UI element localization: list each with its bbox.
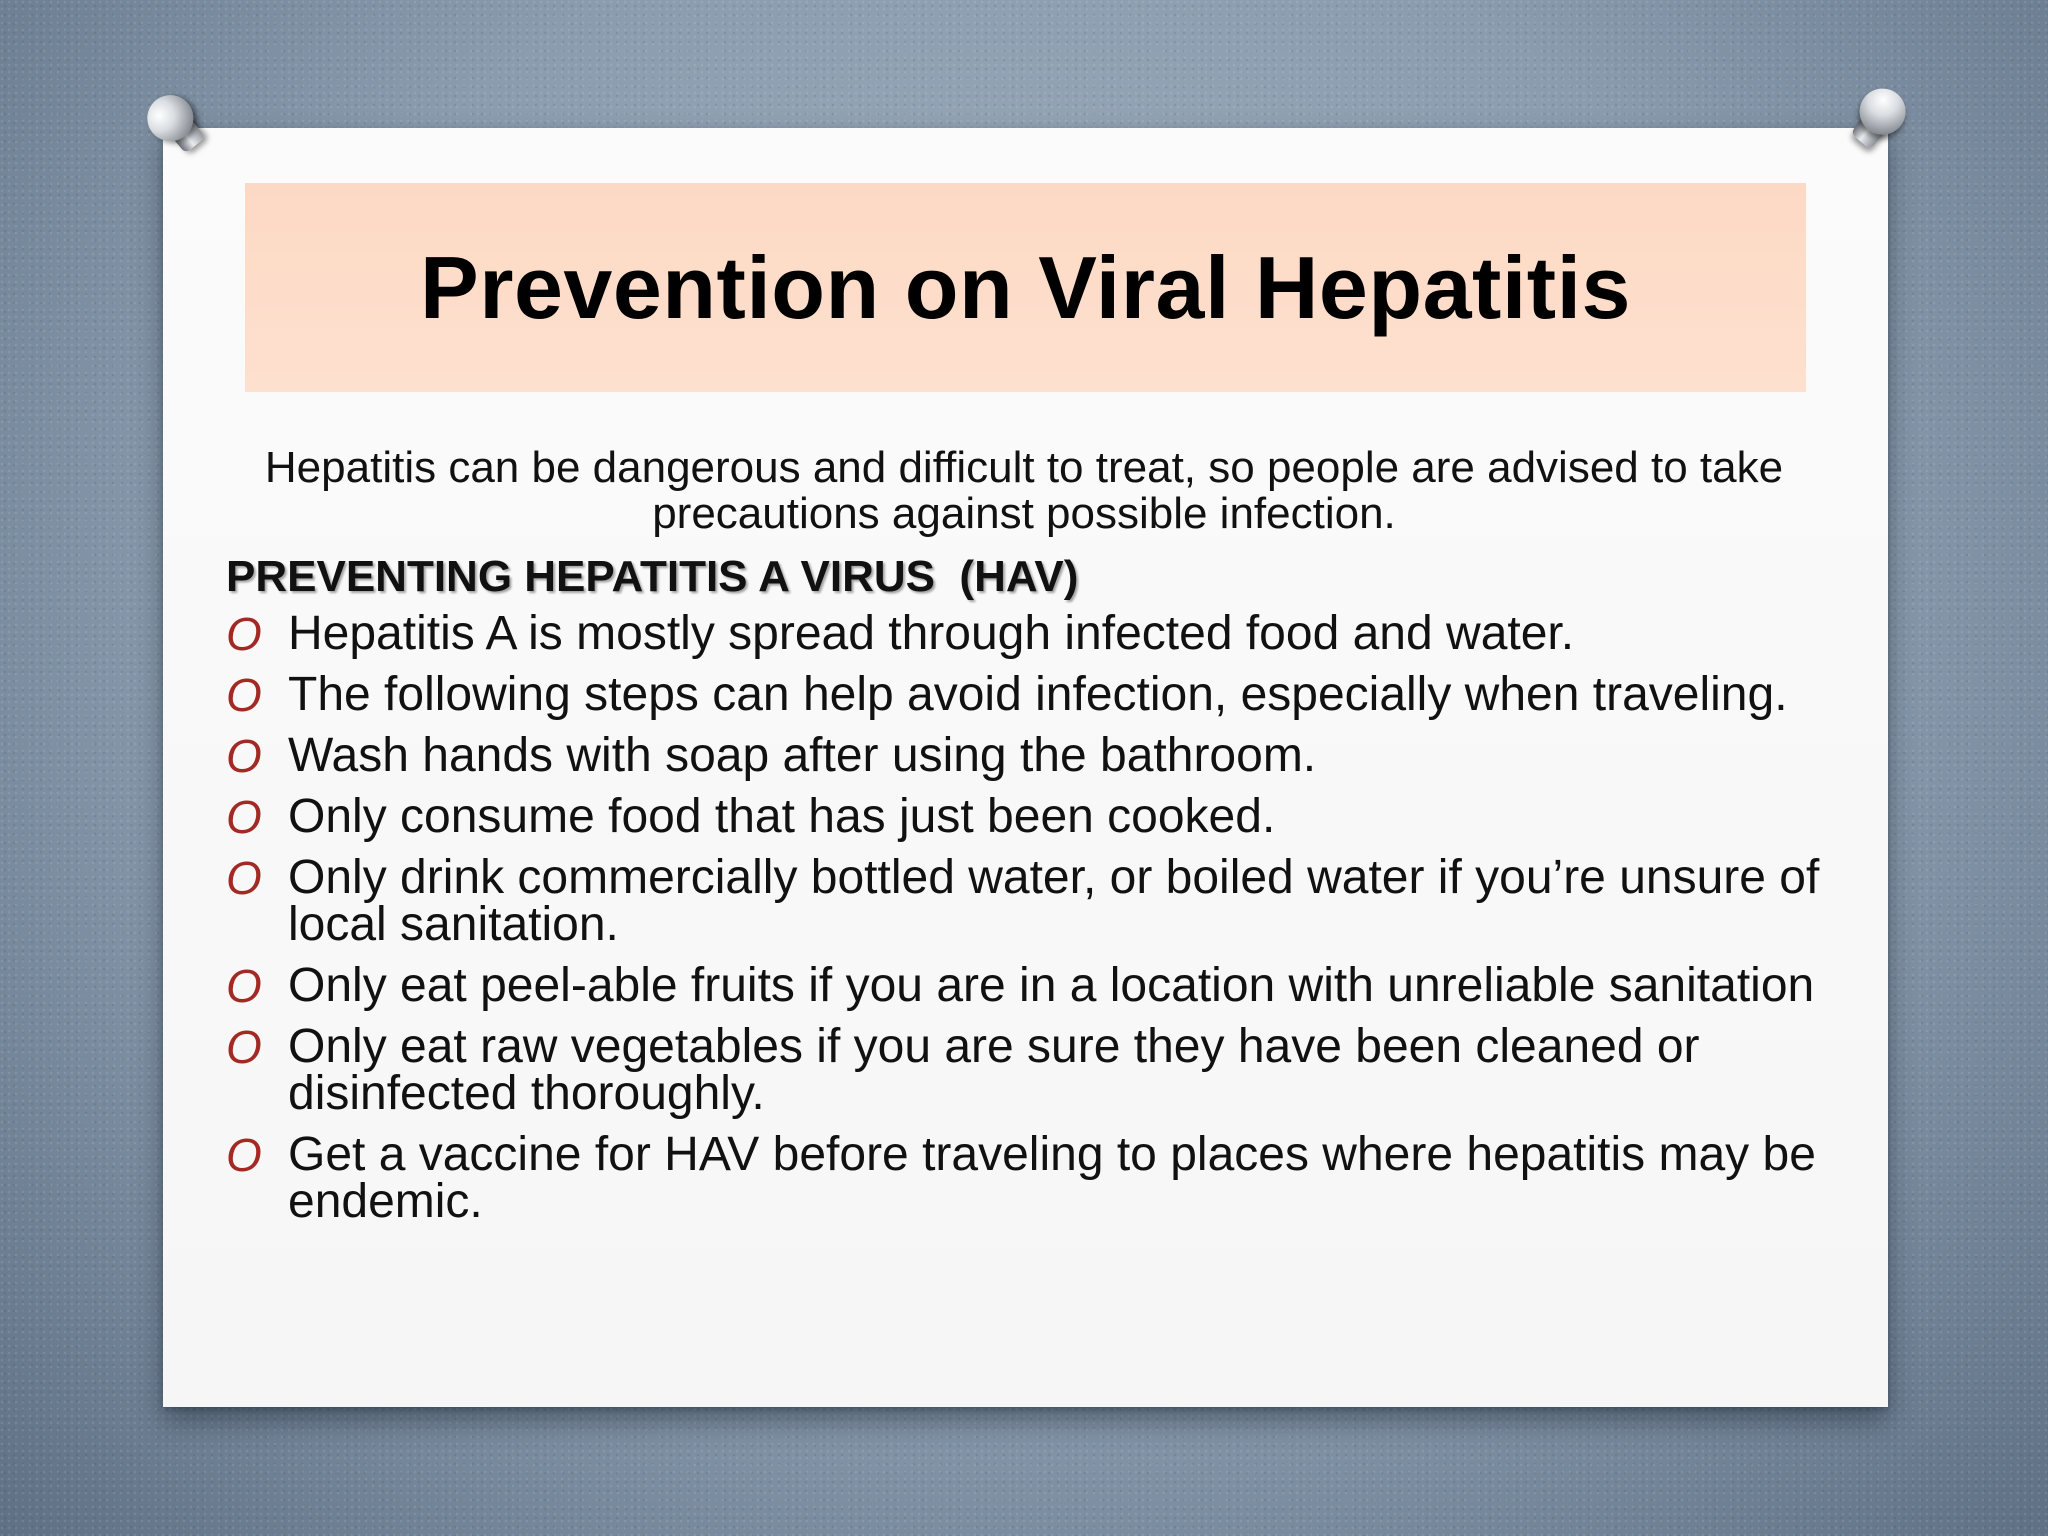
- list-item: [226, 1020, 1846, 1120]
- section-heading: PREVENTING HEPATITIS A VIRUS (HAV): [226, 552, 1079, 601]
- list-item: [226, 1128, 1846, 1228]
- bullet-text: Only consume food that has just been cooked.: [288, 790, 1276, 843]
- bullet-marker-icon: O: [226, 669, 262, 721]
- bullet-marker-icon: O: [226, 852, 262, 904]
- bullet-text: Only drink commercially bottled water, or boiled water if you’re unsure of local sanitation.: [288, 851, 1820, 951]
- bullet-marker-icon: O: [226, 1021, 262, 1073]
- list-item: [226, 959, 1846, 1012]
- slide-title: Prevention on Viral Hepatitis: [420, 237, 1631, 337]
- bullet-marker-icon: O: [226, 791, 262, 843]
- list-item: [226, 729, 1846, 782]
- bullet-text: Get a vaccine for HAV before traveling to places where hepatitis may be endemic.: [288, 1128, 1816, 1228]
- bullet-marker-icon: O: [226, 1129, 262, 1181]
- intro-paragraph: Hepatitis can be dangerous and difficult to treat, so people are advised to take precautions against possible infection.: [264, 443, 1784, 538]
- bullet-list: [226, 607, 1846, 1239]
- list-item: [226, 790, 1846, 843]
- bullet-marker-icon: O: [226, 730, 262, 782]
- list-item: [226, 851, 1846, 951]
- title-banner: [245, 183, 1806, 392]
- bullet-text: Hepatitis A is mostly spread through infected food and water.: [288, 607, 1575, 660]
- bullet-text: Only eat peel-able fruits if you are in a location with unreliable sanitation: [288, 959, 1815, 1012]
- bullet-marker-icon: O: [226, 960, 262, 1012]
- bullet-text: The following steps can help avoid infection, especially when traveling.: [288, 668, 1788, 721]
- bullet-text: Wash hands with soap after using the bathroom.: [288, 729, 1317, 782]
- bullet-text: Only eat raw vegetables if you are sure they have been cleaned or disinfected thoroughly.: [288, 1020, 1700, 1120]
- list-item: [226, 607, 1846, 660]
- bullet-marker-icon: O: [226, 608, 262, 660]
- list-item: [226, 668, 1846, 721]
